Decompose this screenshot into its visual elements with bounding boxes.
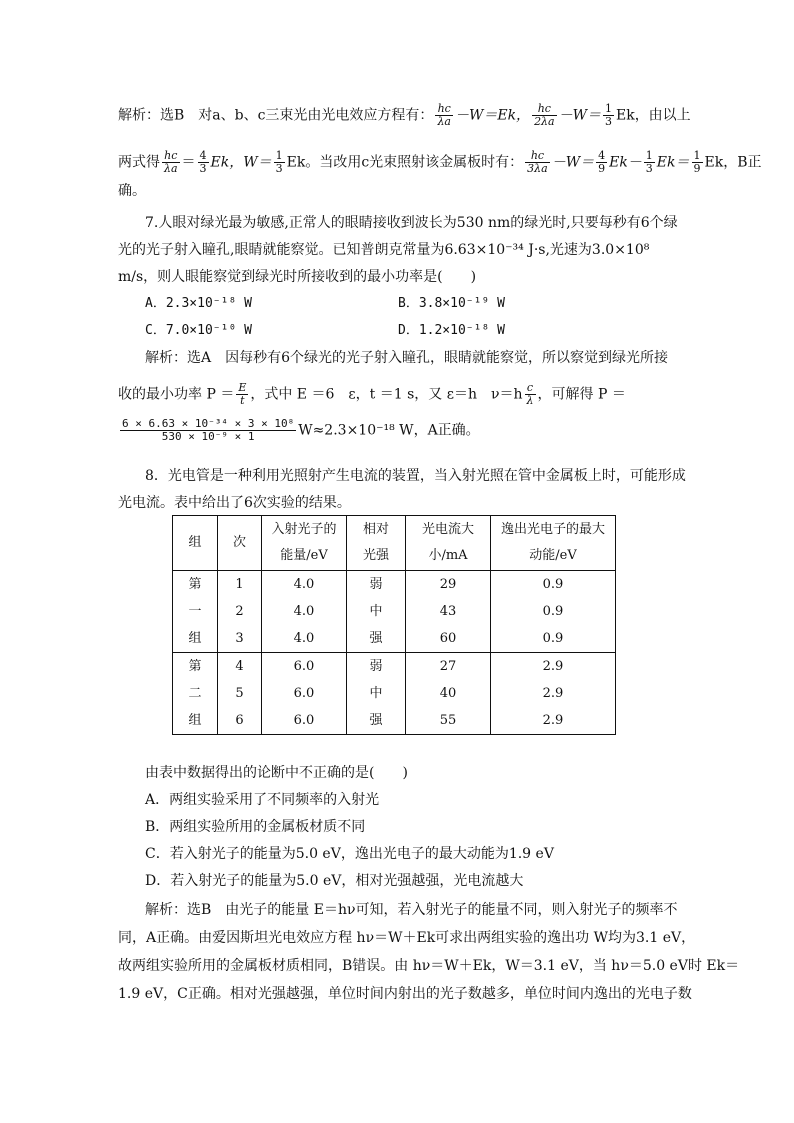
q6-solution-line3: 确。 [118, 183, 146, 199]
q8-solution-line4: 1.9 eV，C正确。相对光强越强，单位时间内射出的光子数越多，单位时间内逸出的光电子数 [118, 986, 692, 1002]
energy-col: 4.0 4.0 4.0 [262, 571, 347, 653]
experiment-table [172, 515, 616, 735]
header-trial: 次 [218, 516, 262, 571]
q7-solution-line3: $\frac{\text{6 × 6.63 × 10⁻³⁴ × 3 × 10⁸}}{\text{530 × 10⁻⁹ × 1}}$ W≈2.3×10⁻¹⁸ W，A正确。 [122, 417, 480, 443]
fraction: $\frac{1}{3}$ [275, 149, 283, 175]
group-label: 第 二 组 [173, 653, 218, 735]
q7-stem-line3: m/s，则人眼能察觉到绿光时所接收到的最小功率是( ) [118, 269, 477, 285]
intensity-col: 弱 中 强 [347, 571, 406, 653]
q7-solution-line2: 收的最小功率 P ＝ $\frac{E}{t}$ ，式中 E ＝6 ε，t ＝1 s，又 ε＝h ν＝h $\frac{c}{\lambda}$ ，可解得 P ＝ [118, 381, 626, 407]
fraction: $\frac{1}{9}$ [693, 149, 701, 175]
q7-option-a: A．2.3×10⁻¹⁸ W [145, 296, 252, 311]
q7-stem-line2: 光的光子射入瞳孔,眼睛就能察觉。已知普朗克常量为6.63×10⁻³⁴ J·s,光速为3.0×10⁸ [118, 242, 650, 258]
q6-solution-line2: 两式得 $\frac{hc}{\lambda a}$ ＝ $\frac{4}{3}$ Ek，W＝ $\frac{1}{3}$ Ek。当改用c光束照射该金属板时有： $\frac{hc}{3\lambda a}$ －W＝ $\frac{4}{9}$ Ek－ $\frac{1}{3}$ Ek＝ $\frac{1}{9}$ Ek，B正 [118, 149, 762, 175]
q7-option-b: B．3.8×10⁻¹⁹ W [398, 296, 505, 311]
current-col: 29 43 60 [406, 571, 491, 653]
equation-text: －W＝Ek， [454, 107, 531, 124]
q6-sol-text: 两式得 [118, 154, 160, 171]
q8-stem-line2: 光电流。表中给出了6次实验的结果。 [118, 495, 351, 511]
q7-solution-line1: 解析：选A 因每秒有6个绿光的光子射入瞳孔，眼睛就能察觉，所以察觉到绿光所接 [145, 350, 669, 366]
q8-solution-line1: 解析：选B 由光子的能量 E＝hν可知，若入射光子的能量不同，则入射光子的频率不 [145, 902, 678, 918]
fraction: $\frac{1}{3}$ [604, 102, 612, 128]
fraction: $\frac{hc}{2\lambda a}$ [534, 102, 555, 128]
q7-option-d: D．1.2×10⁻¹⁸ W [398, 323, 505, 338]
fraction: $\frac{4}{9}$ [598, 149, 606, 175]
fraction: $\frac{4}{3}$ [199, 149, 207, 175]
q6-solution-line1 [118, 102, 691, 128]
q8-solution-line2: 同，A正确。由爱因斯坦光电效应方程 hν＝W＋Ek可求出两组实验的逸出功 W均为3.1 eV， [118, 930, 696, 946]
kinetic-col: 0.9 0.9 0.9 [491, 571, 616, 653]
trial-col: 1 2 3 [218, 571, 262, 653]
q7-stem-line1: 7.人眼对绿光最为敏感,正常人的眼睛接收到波长为530 nm的绿光时,只要每秒有6个绿 [145, 215, 678, 231]
fraction: $\frac{hc}{\lambda a}$ [437, 102, 451, 128]
q7-option-c: C．7.0×10⁻¹⁰ W [145, 323, 252, 338]
group-label: 第 一 组 [173, 571, 218, 653]
fraction: $\frac{\text{6 × 6.63 × 10⁻³⁴ × 3 × 10⁸}}{\text{530 × 10⁻⁹ × 1}}$ [122, 417, 295, 443]
fraction: $\frac{c}{\lambda}$ [526, 381, 534, 407]
equation-text: Ek，由以上 [615, 107, 691, 124]
fraction: $\frac{hc}{\lambda a}$ [164, 149, 178, 175]
header-kinetic: 逸出光电子的最大 动能/eV [491, 516, 616, 571]
header-energy: 入射光子的 能量/eV [262, 516, 347, 571]
q8-option-d: D．若入射光子的能量为5.0 eV，相对光强越强，光电流越大 [145, 873, 524, 889]
intensity-col: 弱 中 强 [347, 653, 406, 735]
fraction: $\frac{hc}{3\lambda a}$ [527, 149, 548, 175]
q8-option-c: C．若入射光子的能量为5.0 eV，逸出光电子的最大动能为1.9 eV [145, 846, 554, 862]
fraction: $\frac{E}{t}$ [238, 381, 247, 407]
q8-solution-line3: 故两组实验所用的金属板材质相同，B错误。由 hν＝W＋Ek，W＝3.1 eV，当 hν＝5.0 eV时 Ek＝ [118, 958, 740, 974]
q8-option-a: A．两组实验采用了不同频率的入射光 [145, 792, 380, 808]
q8-option-b: B．两组实验所用的金属板材质不同 [145, 819, 366, 835]
table-header-row [173, 516, 616, 571]
header-intensity: 相对 光强 [347, 516, 406, 571]
q6-sol-text: 解析：选B 对a、b、c三束光由光电效应方程有： [118, 107, 434, 124]
kinetic-col: 2.9 2.9 2.9 [491, 653, 616, 735]
energy-col: 6.0 6.0 6.0 [262, 653, 347, 735]
header-current: 光电流大 小/mA [406, 516, 491, 571]
q8-stem-line1: 8．光电管是一种利用光照射产生电流的装置，当入射光照在管中金属板上时，可能形成 [145, 468, 686, 484]
trial-col: 4 5 6 [218, 653, 262, 735]
equation-text: －W＝ [558, 107, 601, 124]
header-group: 组 [173, 516, 218, 571]
q8-question: 由表中数据得出的论断中不正确的是( ) [145, 765, 408, 781]
current-col: 27 40 55 [406, 653, 491, 735]
fraction: $\frac{1}{3}$ [645, 149, 653, 175]
